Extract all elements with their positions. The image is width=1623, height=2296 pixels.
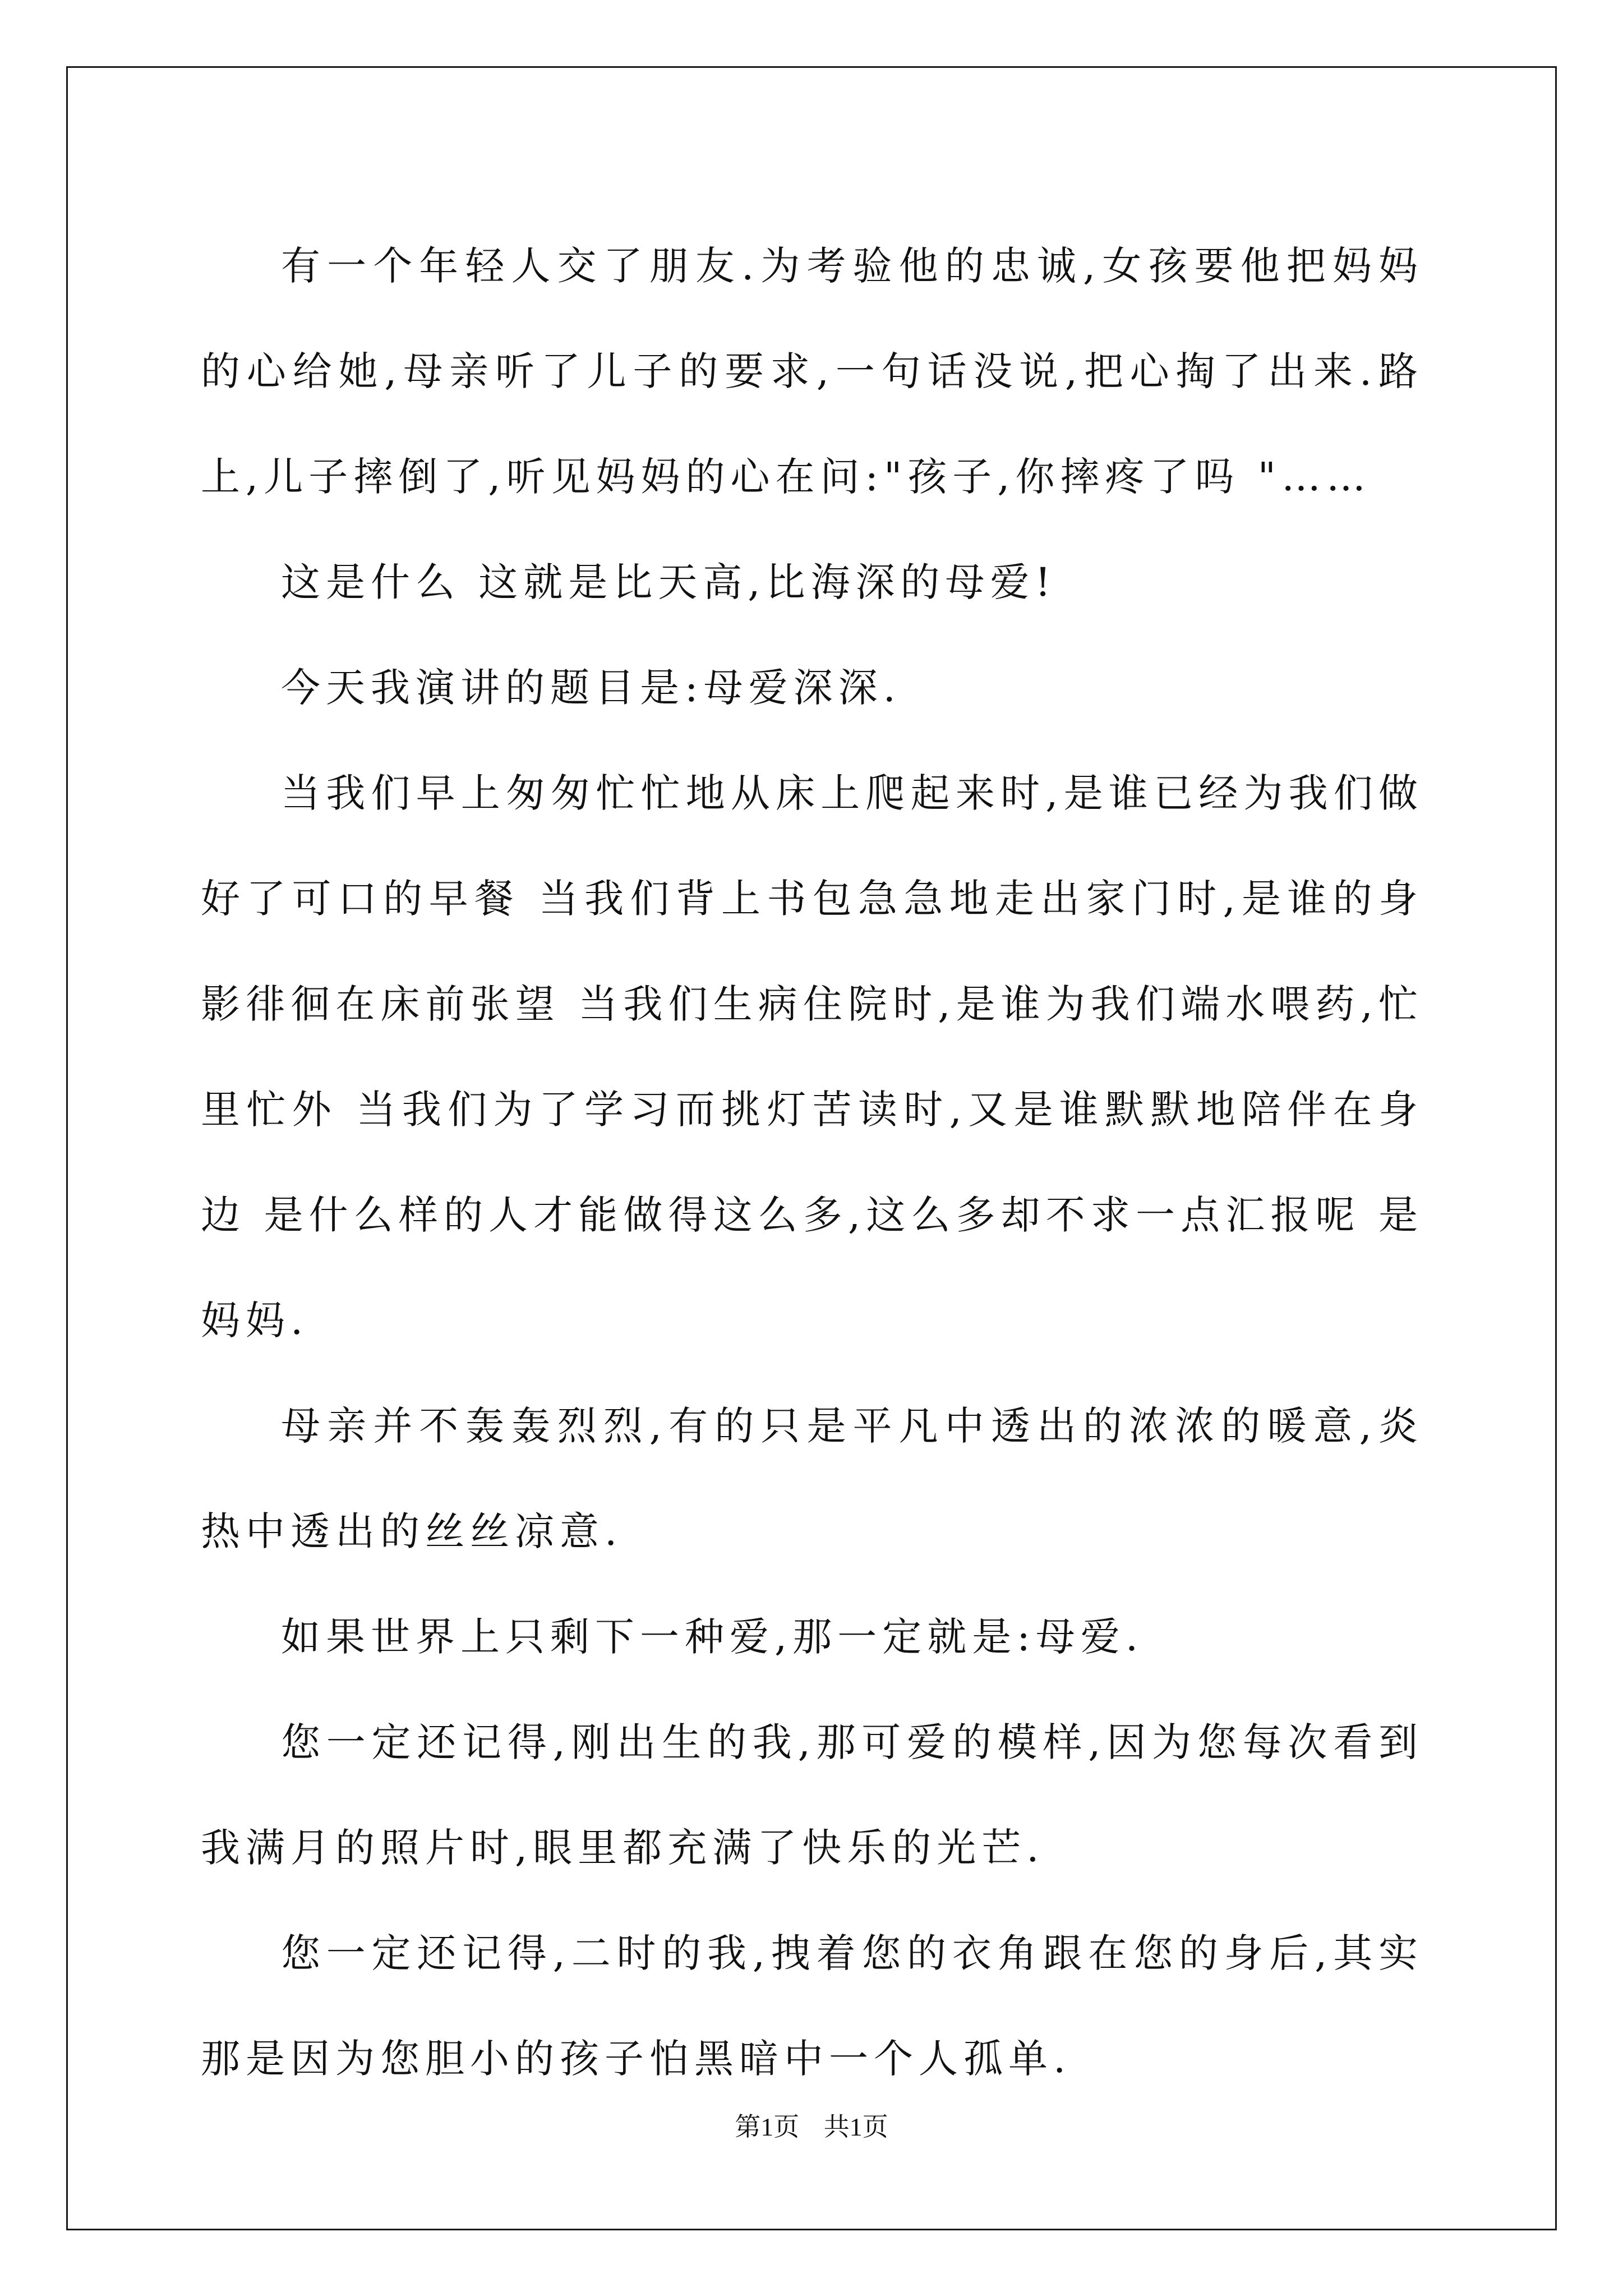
paragraph: 如果世界上只剩下一种爱,那一定就是:母爱. — [281, 1614, 1144, 1660]
paragraph: 当我们早上匆匆忙忙地从床上爬起来时,是谁已经为我们做好了可口的早餐 当我们背上书包急急地走出家门时,是谁的身影徘徊在床前张望 当我们生病住院时,是谁为我们端水喂药,忙里忙外 当我们为了学习而挑灯苦读时,又是谁默默地陪伴在身边 是什么样的人才能做得这么多,这么多却不求一点汇报呢 是妈妈. — [201, 770, 1423, 1343]
page-number-total: 共1页 — [823, 2113, 888, 2141]
paragraph: 您一定还记得,刚出生的我,那可爱的模样,因为您每次看到我满月的照片时,眼里都充满了快乐的光芒. — [201, 1719, 1423, 1871]
page-footer — [0, 2106, 1623, 2143]
page-number-current: 第1页 — [735, 2113, 800, 2141]
paragraph: 有一个年轻人交了朋友.为考验他的忠诚,女孩要他把妈妈的心给她,母亲听了儿子的要求,一句话没说,把心掏了出来.路上,儿子摔倒了,听见妈妈的心在问:"孩子,你摔疼了吗 "…… — [201, 243, 1423, 500]
paragraph: 母亲并不轰轰烈烈,有的只是平凡中透出的浓浓的暖意,炎热中透出的丝丝凉意. — [201, 1403, 1423, 1554]
paragraph: 今天我演讲的题目是:母爱深深. — [281, 665, 901, 711]
paragraph: 您一定还记得,二时的我,拽着您的衣角跟在您的身后,其实那是因为您胆小的孩子怕黑暗中一个人孤单. — [201, 1930, 1423, 2082]
document-body — [201, 213, 1423, 2111]
paragraph: 这是什么 这就是比天高,比海深的母爱! — [281, 559, 1057, 605]
